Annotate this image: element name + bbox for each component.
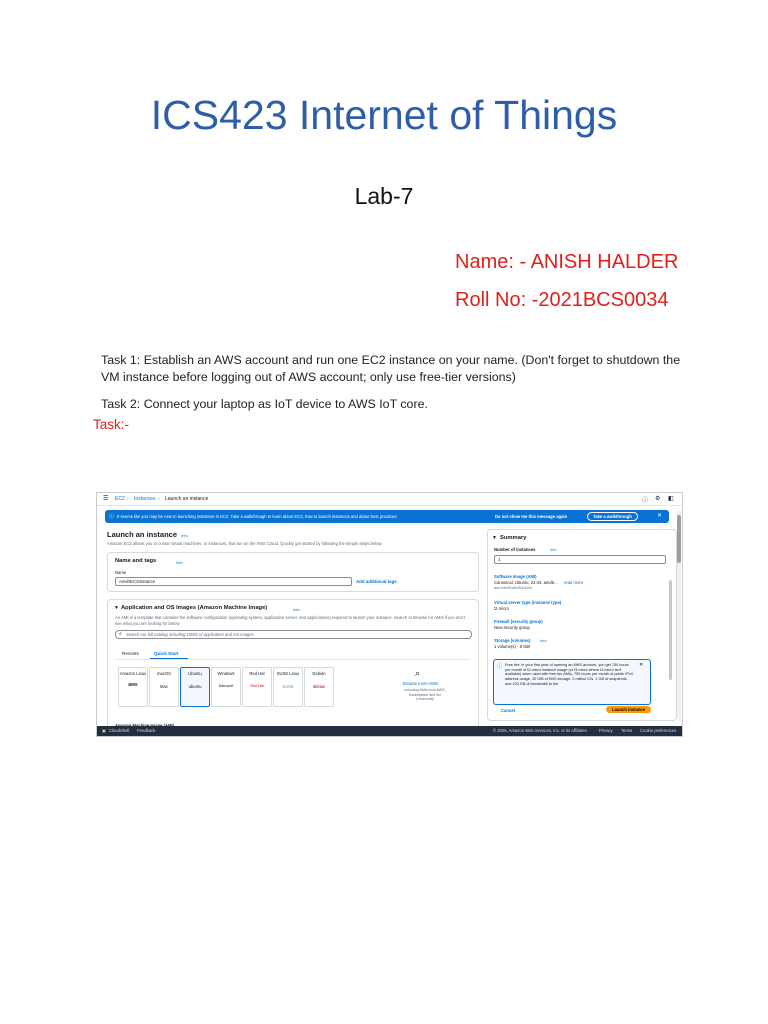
top-bar: [97, 493, 682, 506]
feedback-link[interactable]: Feedback: [137, 728, 156, 733]
tab-quick-start[interactable]: Quick Start: [154, 651, 179, 656]
name-input[interactable]: [115, 577, 352, 586]
breadcrumb-ec2[interactable]: EC2: [115, 496, 125, 502]
tab-divider: [115, 659, 470, 660]
os-name: Ubuntu: [188, 671, 202, 676]
os-card-windows[interactable]: [211, 667, 241, 707]
os-card-macos[interactable]: [149, 667, 179, 707]
aws-console-screenshot: [96, 492, 683, 737]
server-type-link[interactable]: Virtual server type (instance type): [494, 600, 562, 605]
debian-logo: debian: [312, 684, 326, 689]
task-1-text: Task 1: Establish an AWS account and run one EC2 instance on your name. (Don't forget to shutdown the VM instance before logging out of AWS account; only use free-tier versions): [101, 353, 681, 384]
chevron-right-icon: ›: [127, 496, 129, 502]
os-name: Windows: [217, 671, 235, 676]
page-scrollbar-track[interactable]: [677, 511, 681, 721]
split-panel-icon[interactable]: ◧: [668, 496, 674, 502]
ami-title: Application and OS Images (Amazon Machine Image): [121, 605, 268, 611]
os-name: Amazon Linux: [119, 671, 147, 676]
settings-icon[interactable]: ⚙: [655, 496, 661, 502]
cloudshell-link[interactable]: CloudShell: [109, 728, 130, 733]
chevron-right-icon: ›: [158, 496, 160, 502]
info-link[interactable]: Info: [176, 560, 183, 565]
ami-search-input[interactable]: [115, 630, 472, 639]
launch-instance-button[interactable]: Launch instance: [606, 706, 651, 713]
storage-value: 1 volume(s) - 8 GiB: [494, 644, 531, 649]
summary-title: Summary: [500, 535, 527, 541]
close-icon[interactable]: ✕: [639, 662, 644, 668]
info-icon: ⓘ: [497, 664, 503, 670]
os-card-suse-linux[interactable]: [273, 667, 303, 707]
lab-number: Lab-7: [354, 183, 414, 209]
os-card-ubuntu[interactable]: [180, 667, 210, 707]
name-label: Name: [115, 570, 127, 575]
mac-logo: Mac: [160, 684, 168, 689]
student-name: Name: - ANISH HALDER: [455, 251, 679, 273]
browse-description: Including AMIs from AWS, Marketplace and the Community: [404, 688, 446, 702]
dismiss-banner-link[interactable]: Do not show me this message again: [495, 514, 568, 519]
info-link[interactable]: Info: [550, 547, 557, 552]
os-name: macOS: [157, 671, 171, 676]
name-input-value: AnishEC2Instance: [119, 579, 156, 584]
free-tier-alert: [493, 659, 651, 705]
browse-more-link[interactable]: Browse more AMIs: [403, 681, 439, 686]
page-scrollbar-thumb[interactable]: [677, 515, 681, 563]
num-instances-label: Number of instances: [494, 547, 536, 552]
os-name: Debian: [312, 671, 326, 676]
add-tags-link[interactable]: Add additional tags: [356, 579, 397, 584]
os-name: SUSE Linux: [276, 671, 300, 676]
breadcrumb-instances[interactable]: Instances: [134, 496, 156, 502]
summary-scrollbar[interactable]: [669, 580, 672, 680]
info-link[interactable]: Info: [181, 533, 188, 538]
walkthrough-banner: [105, 510, 669, 523]
name-tags-title: Name and tags: [115, 558, 157, 564]
caret-down-icon[interactable]: ▼: [114, 605, 119, 611]
copyright-text: © 2025, Amazon Web Services, Inc. or its affiliates.: [493, 728, 588, 733]
ubuntu-logo: ubuntu: [188, 684, 202, 689]
os-card-amazon-linux[interactable]: [118, 667, 148, 707]
name-tags-panel: [107, 552, 479, 592]
close-icon[interactable]: ✕: [657, 513, 663, 519]
task-2-text: Task 2: Connect your laptop as IoT device to AWS IoT core.: [101, 397, 428, 411]
software-image-link[interactable]: Software Image (AMI): [494, 574, 537, 579]
os-card-debian[interactable]: [304, 667, 334, 707]
storage-link[interactable]: Storage (volumes): [494, 638, 531, 643]
num-instances-input[interactable]: [494, 555, 666, 564]
read-more-link[interactable]: read more: [564, 580, 584, 585]
document-title: ICS423 Internet of Things: [150, 92, 618, 138]
info-link[interactable]: Info: [293, 607, 300, 612]
task-label: Task:-: [93, 417, 130, 432]
roll-number: Roll No: -2021BCS0034: [455, 289, 669, 311]
page-title: Launch an instance: [107, 530, 178, 539]
free-tier-text: Free tier: In your first year of opening an AWS account, you get 750 hours per month of t2.micro instance usage (or t3.micro where t2.micro isn't available) when used with free tier AMIs, 750 hours per month of public IPv4 address usage, 30 GiB of EBS storage, 2 million IOs, 1 GB of snapshots, and 100 GB of bandwidth to the: [505, 663, 633, 686]
breadcrumb-current: Launch an instance: [165, 496, 209, 502]
caret-down-icon[interactable]: ▼: [492, 535, 497, 541]
num-instances-value: 1: [498, 557, 501, 562]
cancel-button[interactable]: Cancel: [501, 708, 515, 713]
privacy-link[interactable]: Privacy: [599, 728, 613, 733]
os-card-red-hat[interactable]: [242, 667, 272, 707]
search-icon: ⌕: [119, 631, 122, 637]
ami-panel: [107, 599, 479, 731]
cloudshell-icon: ▣: [102, 728, 106, 733]
page-description: Amazon EC2 allows you to create virtual machines, or instances, that run on the AWS Cloud. Quickly get started by following the simple steps below.: [107, 541, 383, 546]
server-type-value: t2.micro: [494, 606, 509, 611]
tab-recents[interactable]: Recents: [122, 651, 139, 656]
software-image-value: Canonical, Ubuntu, 24.04, amd6...: [494, 580, 558, 585]
firewall-value: New security group: [494, 625, 530, 630]
terms-link[interactable]: Terms: [621, 728, 633, 733]
os-name: Red Hat: [249, 671, 265, 676]
ami-id: ami-04b4f1a9cf54c11d0: [494, 586, 533, 590]
info-icon: ⓘ: [109, 514, 115, 520]
walkthrough-button[interactable]: Take a walkthrough: [587, 512, 638, 521]
aws-logo: aws: [128, 682, 138, 688]
bottom-bar: [97, 726, 682, 736]
info-link[interactable]: Info: [540, 638, 547, 643]
info-circle-icon[interactable]: ⓘ: [642, 498, 649, 504]
banner-text: It seems like you may be new to launching instances in EC2. Take a walkthrough to learn about EC2, how to launch instances and about best practices.: [117, 514, 398, 519]
microsoft-logo: Microsoft: [218, 684, 234, 688]
suse-logo: SUSE: [282, 684, 294, 689]
red-hat-logo: Red Hat: [250, 684, 264, 688]
ami-description: An AMI is a template that contains the software configuration (operating system, application server, and applications) required to launch your instance. Search or Browse for AMIs if you don't see what you are looking for below: [115, 615, 465, 626]
search-placeholder: Search our full catalog including 1000s of application and OS images: [126, 632, 254, 637]
menu-icon[interactable]: ☰: [103, 496, 109, 502]
firewall-link[interactable]: Firewall (security group): [494, 619, 543, 624]
search-icon[interactable]: ⌕: [415, 668, 421, 678]
cookie-preferences-link[interactable]: Cookie preferences: [640, 728, 677, 733]
